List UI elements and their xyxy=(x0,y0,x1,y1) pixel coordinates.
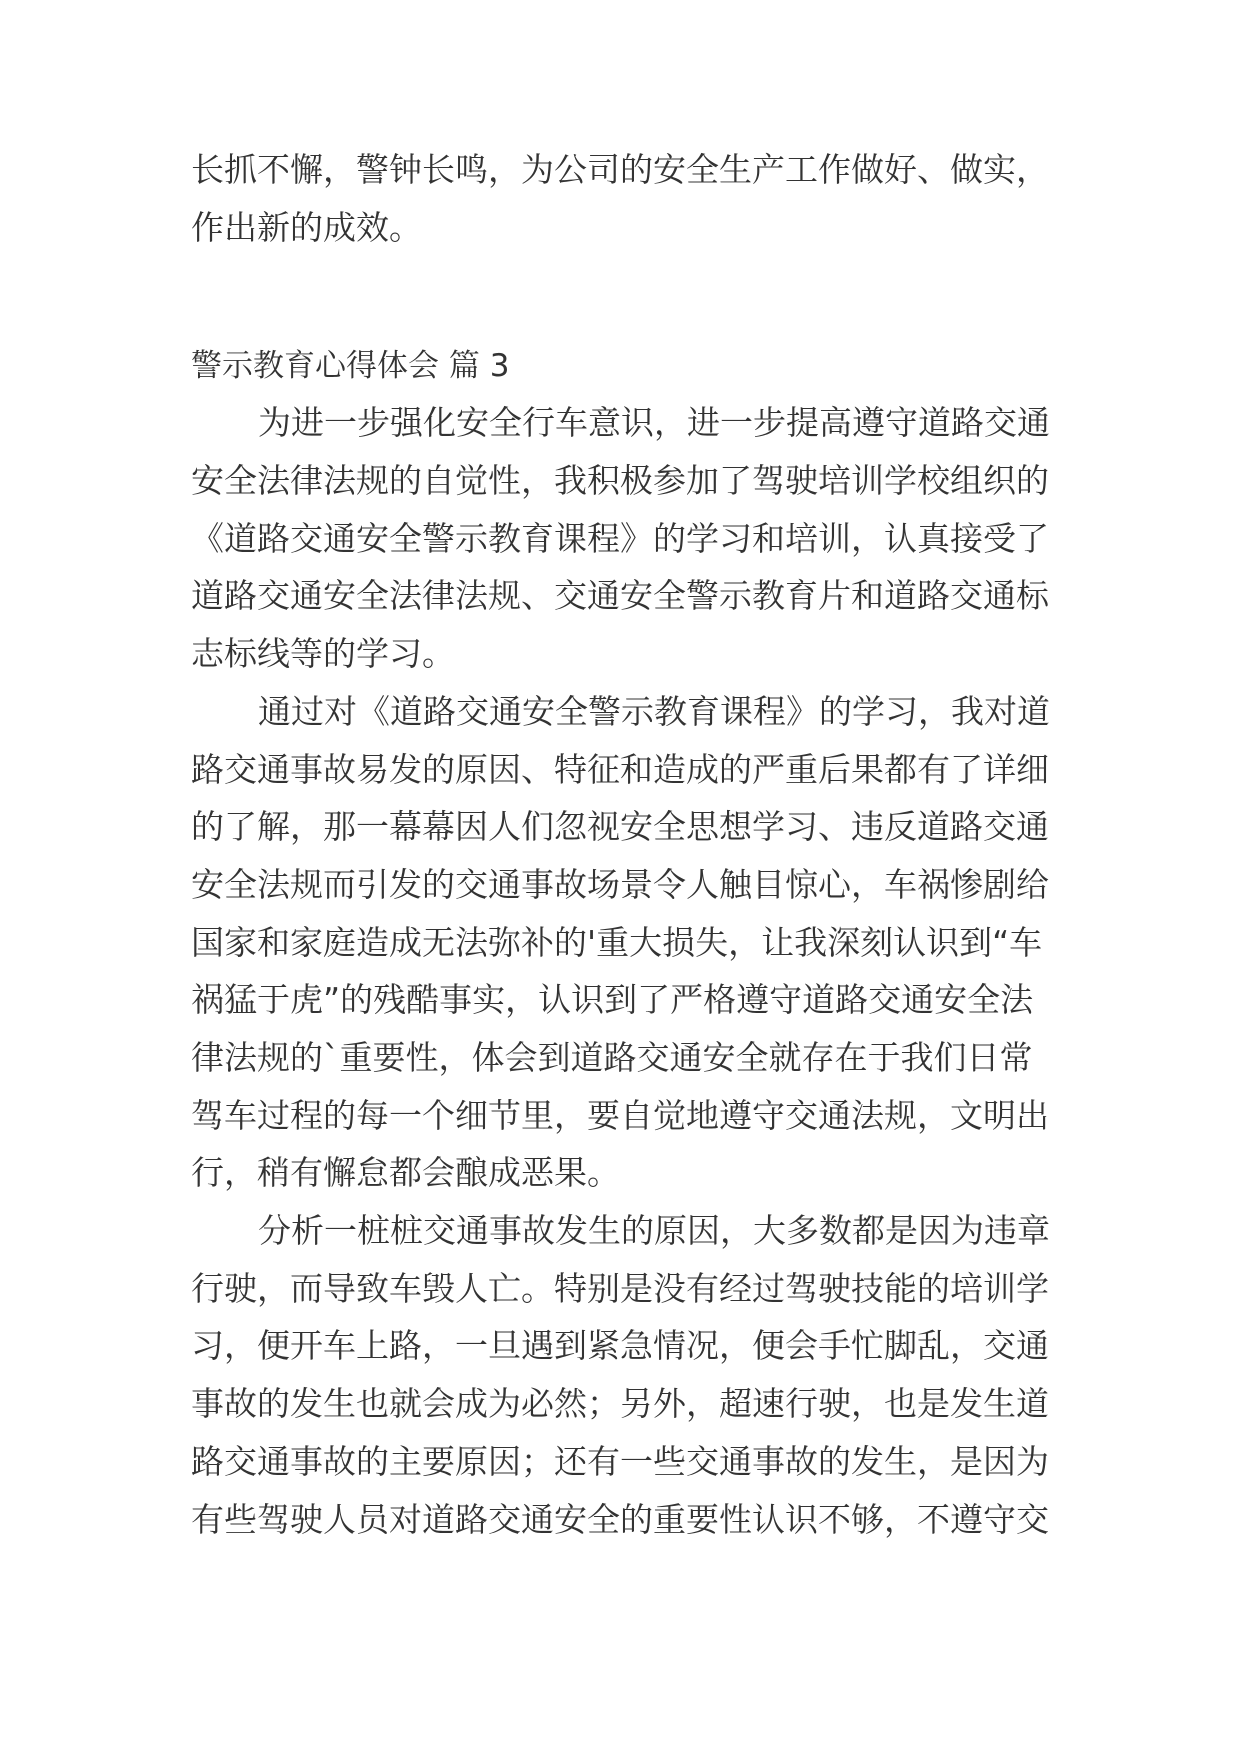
paragraph-line: 志标线等的学习。 xyxy=(191,634,455,673)
paragraph-line: 路交通事故的主要原因；还有一些交通事故的发生，是因为 xyxy=(191,1442,1049,1481)
intro-line-2: 作出新的成效。 xyxy=(191,208,422,247)
paragraph-line: 《道路交通安全警示教育课程》的学习和培训，认真接受了 xyxy=(191,519,1049,558)
paragraph-line: 习，便开车上路，一旦遇到紧急情况，便会手忙脚乱，交通 xyxy=(191,1326,1049,1365)
paragraph-line: 路交通事故易发的原因、特征和造成的严重后果都有了详细 xyxy=(191,750,1049,789)
paragraph-line: 行驶，而导致车毁人亡。特别是没有经过驾驶技能的培训学 xyxy=(191,1269,1049,1308)
section-title: 警示教育心得体会 篇 3 xyxy=(191,348,510,384)
paragraph-line: 行，稍有懈怠都会酿成恶果。 xyxy=(191,1153,620,1192)
paragraph-line: 国家和家庭造成无法弥补的'重大损失，让我深刻认识到“车 xyxy=(191,923,1043,962)
intro-line-1: 长抓不懈，警钟长鸣，为公司的安全生产工作做好、做实， xyxy=(191,150,1049,189)
paragraph-line: 事故的发生也就会成为必然；另外，超速行驶，也是发生道 xyxy=(191,1384,1049,1423)
paragraph-line: 祸猛于虎”的残酷事实，认识到了严格遵守道路交通安全法 xyxy=(191,980,1034,1019)
paragraph-line: 为进一步强化安全行车意识，进一步提高遵守道路交通 xyxy=(258,403,1050,442)
paragraph-line: 道路交通安全法律法规、交通安全警示教育片和道路交通标 xyxy=(191,576,1049,615)
paragraph-line: 律法规的`重要性，体会到道路交通安全就存在于我们日常 xyxy=(191,1038,1033,1077)
paragraph-line: 安全法规而引发的交通事故场景令人触目惊心，车祸惨剧给 xyxy=(191,865,1049,904)
paragraph-line: 驾车过程的每一个细节里，要自觉地遵守交通法规，文明出 xyxy=(191,1096,1049,1135)
paragraph-line: 通过对《道路交通安全警示教育课程》的学习，我对道 xyxy=(258,692,1050,731)
paragraph-line: 的了解，那一幕幕因人们忽视安全思想学习、违反道路交通 xyxy=(191,807,1049,846)
paragraph-line: 安全法律法规的自觉性，我积极参加了驾驶培训学校组织的 xyxy=(191,461,1049,500)
paragraph-line: 分析一桩桩交通事故发生的原因，大多数都是因为违章 xyxy=(258,1211,1050,1250)
paragraph-line: 有些驾驶人员对道路交通安全的重要性认识不够，不遵守交 xyxy=(191,1500,1049,1539)
